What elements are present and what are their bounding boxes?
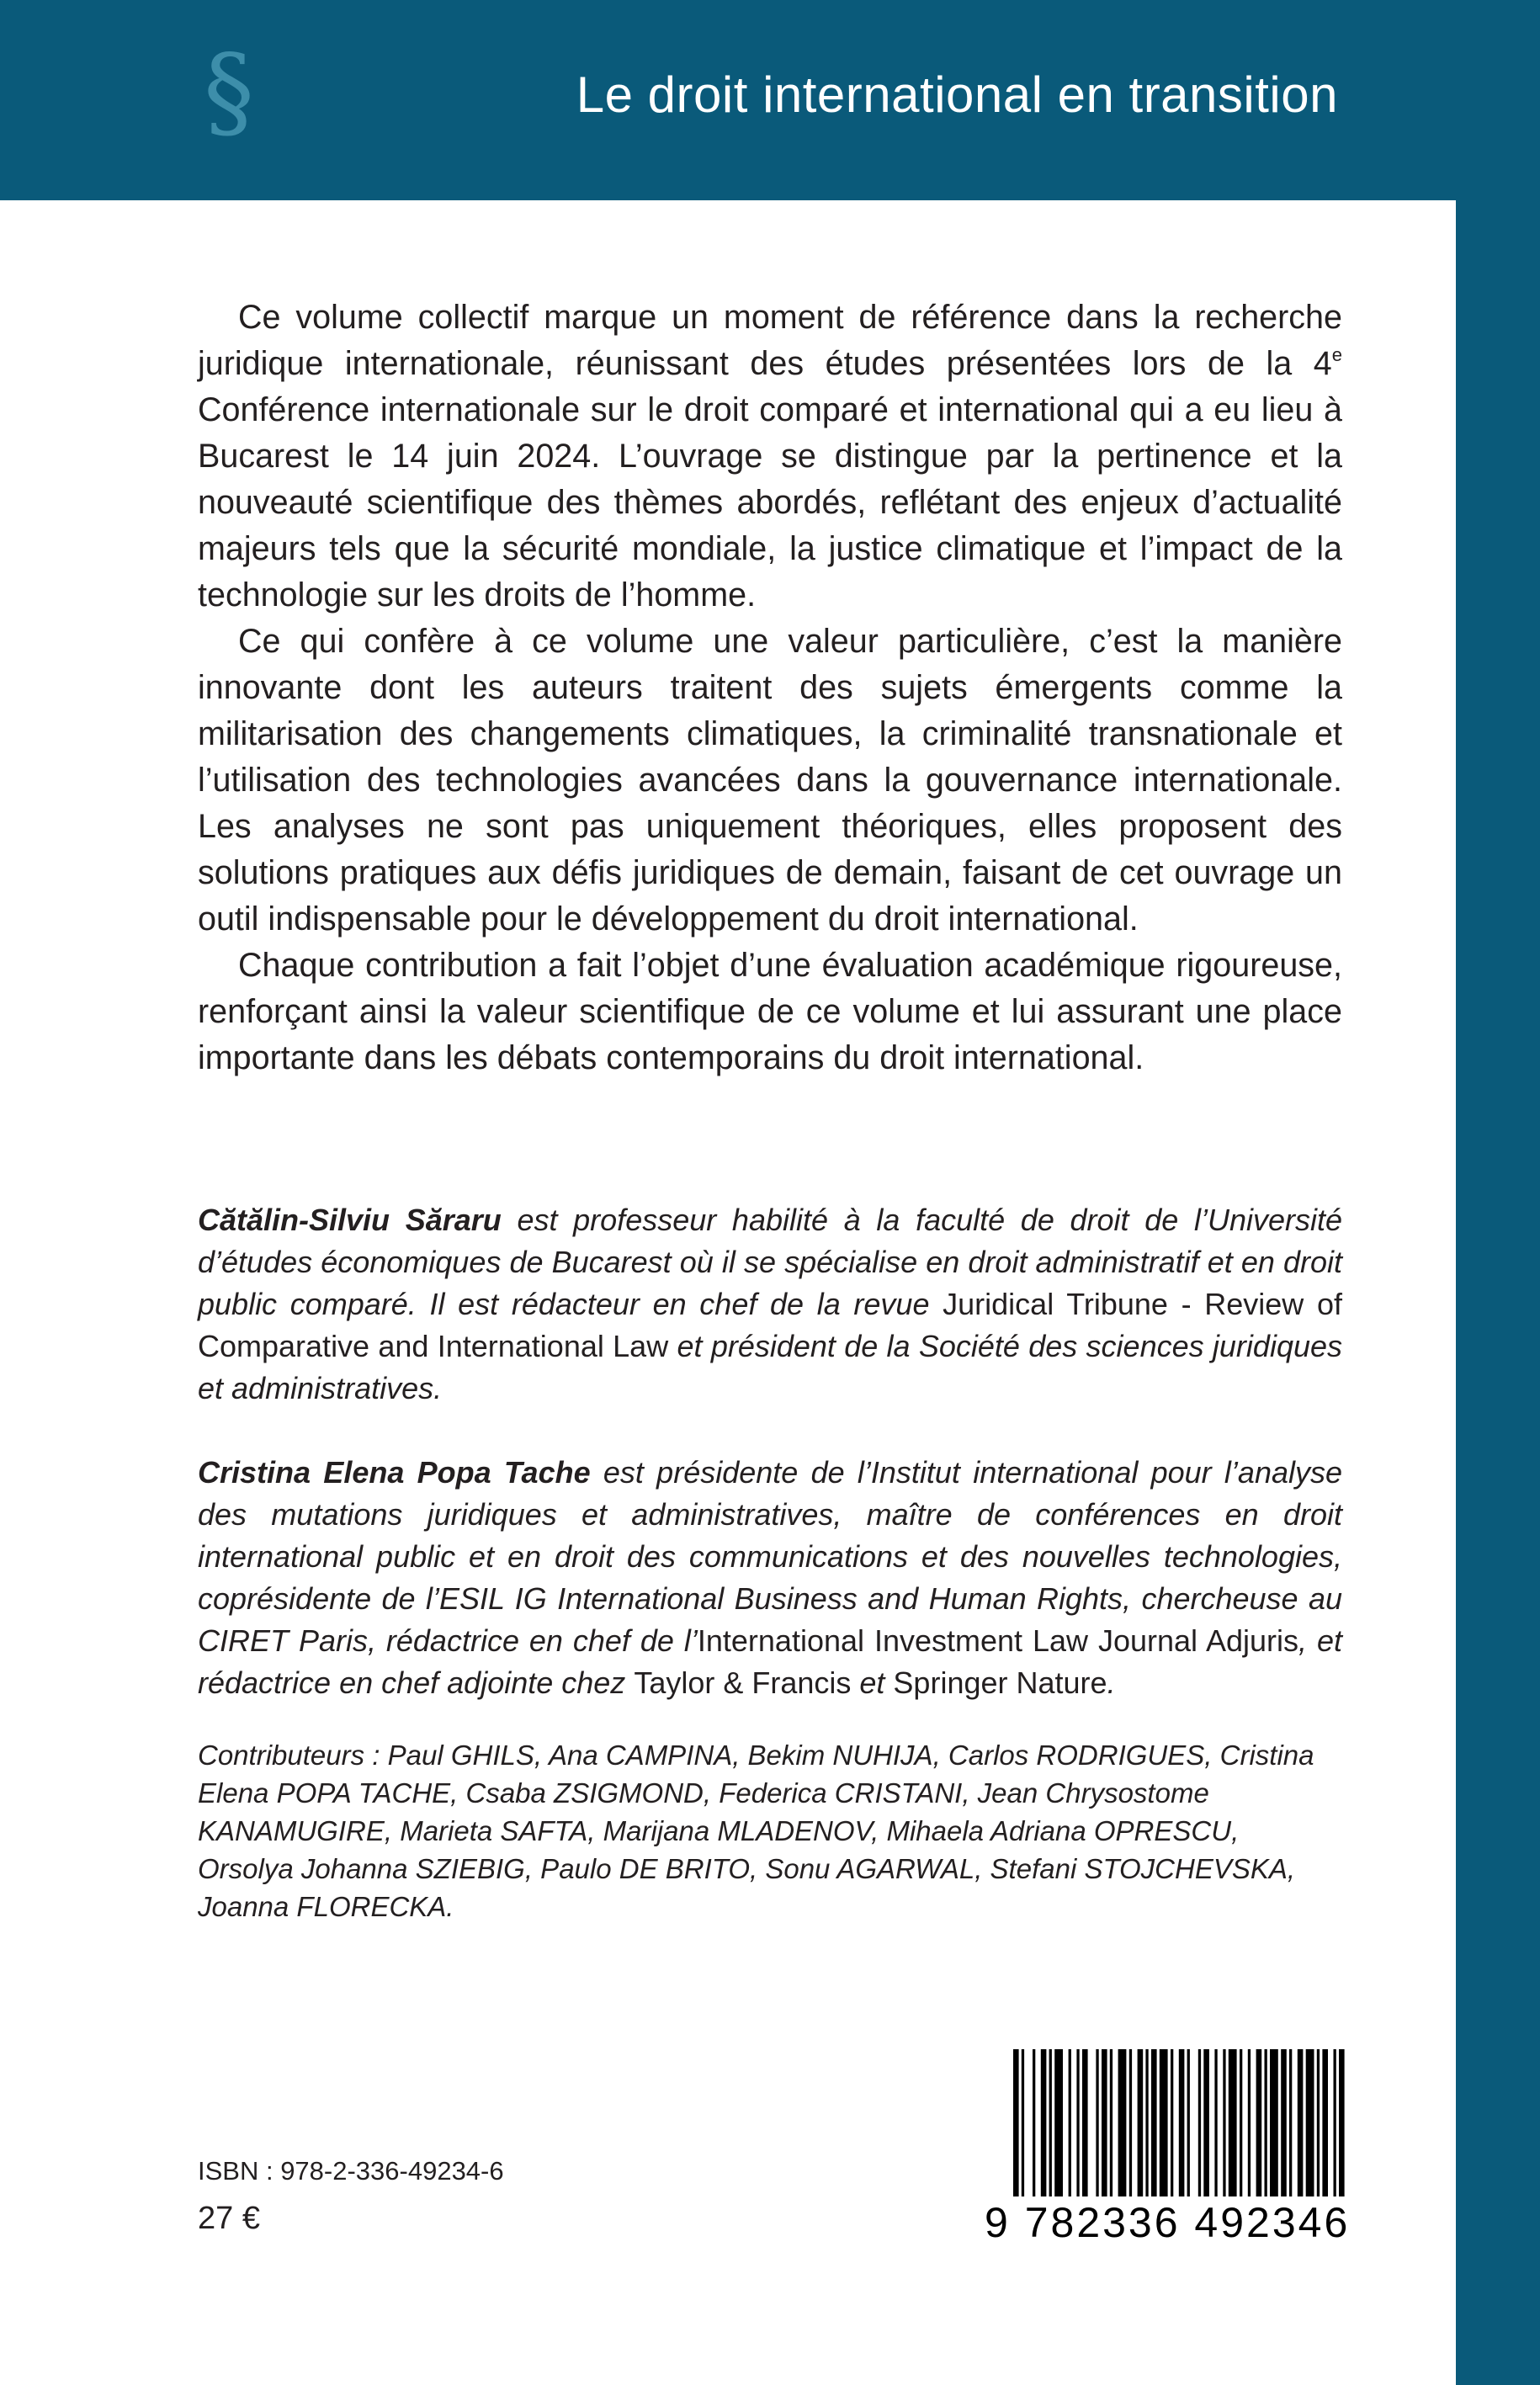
description-paragraph-3: Chaque contribution a fait l’objet d’une évaluation académique rigoureuse, renforçant ainsi la valeur scientifique de ce volume et lui assurant une place importante dans les débats contemporains du droit international. xyxy=(198,947,1342,1076)
barcode-bar xyxy=(1110,2049,1113,2196)
barcode-bar xyxy=(1214,2049,1217,2196)
barcode-bar xyxy=(1118,2049,1127,2196)
barcode-bar xyxy=(1334,2049,1336,2196)
description-paragraph-2: Ce qui confère à ce volume une valeur particulière, c’est la manière innovante dont les auteurs traitent des sujets émergents comme la militarisation des changements climatiques, la criminalité transnationale et l’utilisation des technologies avancées dans la gouvernance internationale. Les analyses ne sont pas uniquement théoriques, elles proposent des solutions pratiques aux défis juridiques de demain, faisant de cet ouvrage un outil indispensable pour le développement du droit international. xyxy=(198,623,1342,938)
barcode-bar xyxy=(1223,2049,1225,2196)
barcode-bar xyxy=(1129,2049,1132,2196)
barcode-bar xyxy=(1069,2049,1071,2196)
barcode-bars xyxy=(1010,2049,1346,2196)
author-bio-1: Cătălin-Silviu Săraru est professeur habilité à la faculté de droit de l’Université d’études économiques de Bucarest où il se spécialise en droit administratif et en droit public comparé. Il est rédacteur en chef de la revue Juridical Tribune - Review of Comparative and International Law et président de la Société des sciences juridiques et administratives. xyxy=(198,1203,1343,1405)
isbn-label: ISBN : 978-2-336-49234-6 xyxy=(198,2156,504,2186)
barcode-bar xyxy=(1082,2049,1088,2196)
author-name: Cristina Elena Popa Tache xyxy=(198,1455,591,1490)
contributors-list: Contributeurs : Paul GHILS, Ana CAMPINA, Bekim NUHIJA, Carlos RODRIGUES, Cristina Elena POPA TACHE, Csaba ZSIGMOND, Federica CRISTANI, Jean Chrysostome KANAMUGIRE, Marieta SAFTA, Marijana MLADENOV, Mihaela Adriana OPRESCU, Orsolya Johanna SZIEBIG, Paulo DE BRITO, Sonu AGARWAL, Stefani STOJCHEVSKA, Joanna FLORECKA. xyxy=(198,1740,1314,1922)
barcode-bar xyxy=(1171,2049,1173,2196)
barcode-bar xyxy=(1317,2049,1320,2196)
barcode-bar xyxy=(1102,2049,1107,2196)
barcode-bar xyxy=(1160,2049,1168,2196)
description-paragraph-1: Ce volume collectif marque un moment de référence dans la recherche juridique internationale, réunissant des études présentées lors de la 4e Conférence internationale sur le droit comparé et international qui a eu lieu à Bucarest le 14 juin 2024. L’ouvrage se distingue par la pertinence et la nouveauté scientifique des thèmes abordés, reflétant des enjeux d’actualité majeurs tels que la sécurité mondiale, la justice climatique et l’impact de la technologie sur les droits de l’homme. xyxy=(198,299,1342,614)
barcode-bar xyxy=(1339,2049,1345,2196)
barcode-digits: 9 782336 492346 xyxy=(985,2199,1351,2246)
barcode-bar xyxy=(1289,2049,1292,2196)
barcode-bar xyxy=(1033,2049,1035,2196)
back-cover-text xyxy=(198,295,1342,1926)
barcode-bar xyxy=(1151,2049,1157,2196)
barcode-bar xyxy=(1049,2049,1052,2196)
barcode-bar xyxy=(1240,2049,1242,2196)
barcode-bar xyxy=(1281,2049,1287,2196)
cover-right-strip xyxy=(1456,0,1540,2385)
barcode-bar xyxy=(1203,2049,1209,2196)
journal-title: International Investment Law Journal Adjuris xyxy=(697,1623,1299,1658)
journal-title: Juridical Tribune - Review of Comparative and International Law xyxy=(198,1287,1342,1363)
barcode-bar xyxy=(1265,2049,1267,2196)
barcode-bar xyxy=(1306,2049,1314,2196)
barcode-bar xyxy=(1054,2049,1063,2196)
barcode-bar xyxy=(1138,2049,1144,2196)
section-symbol-logo: § xyxy=(204,34,254,151)
barcode-bar xyxy=(1145,2049,1148,2196)
barcode-bar xyxy=(1229,2049,1237,2196)
barcode-bar xyxy=(1256,2049,1262,2196)
barcode-bar xyxy=(1013,2049,1019,2196)
author-bio-2: Cristina Elena Popa Tache est présidente de l’Institut international pour l’analyse des mutations juridiques et administratives, maître de conférences en droit international public et en droit des communications et des nouvelles technologies, coprésidente de l’ESIL IG International Business and Human Rights, chercheuse au CIRET Paris, rédactrice en chef de l’International Investment Law Journal Adjuris, et rédactrice en chef adjointe chez Taylor & Francis et Springer Nature. xyxy=(198,1455,1343,1700)
publisher-name: Taylor & Francis xyxy=(634,1665,852,1700)
author-name: Cătălin-Silviu Săraru xyxy=(198,1203,502,1237)
barcode-bar xyxy=(1187,2049,1190,2196)
series-title: Le droit international en transition xyxy=(576,66,1338,123)
barcode-bar xyxy=(1248,2049,1251,2196)
barcode-bar xyxy=(1270,2049,1278,2196)
barcode-bar xyxy=(1076,2049,1079,2196)
barcode-bar xyxy=(1041,2049,1047,2196)
barcode-bar xyxy=(1322,2049,1328,2196)
barcode-bar xyxy=(1298,2049,1304,2196)
barcode-bar xyxy=(1096,2049,1098,2196)
price-label: 27 € xyxy=(198,2201,260,2236)
barcode-bar xyxy=(1022,2049,1024,2196)
publisher-name: Springer Nature xyxy=(893,1665,1107,1700)
barcode-bar xyxy=(1198,2049,1201,2196)
barcode-bar xyxy=(1179,2049,1185,2196)
